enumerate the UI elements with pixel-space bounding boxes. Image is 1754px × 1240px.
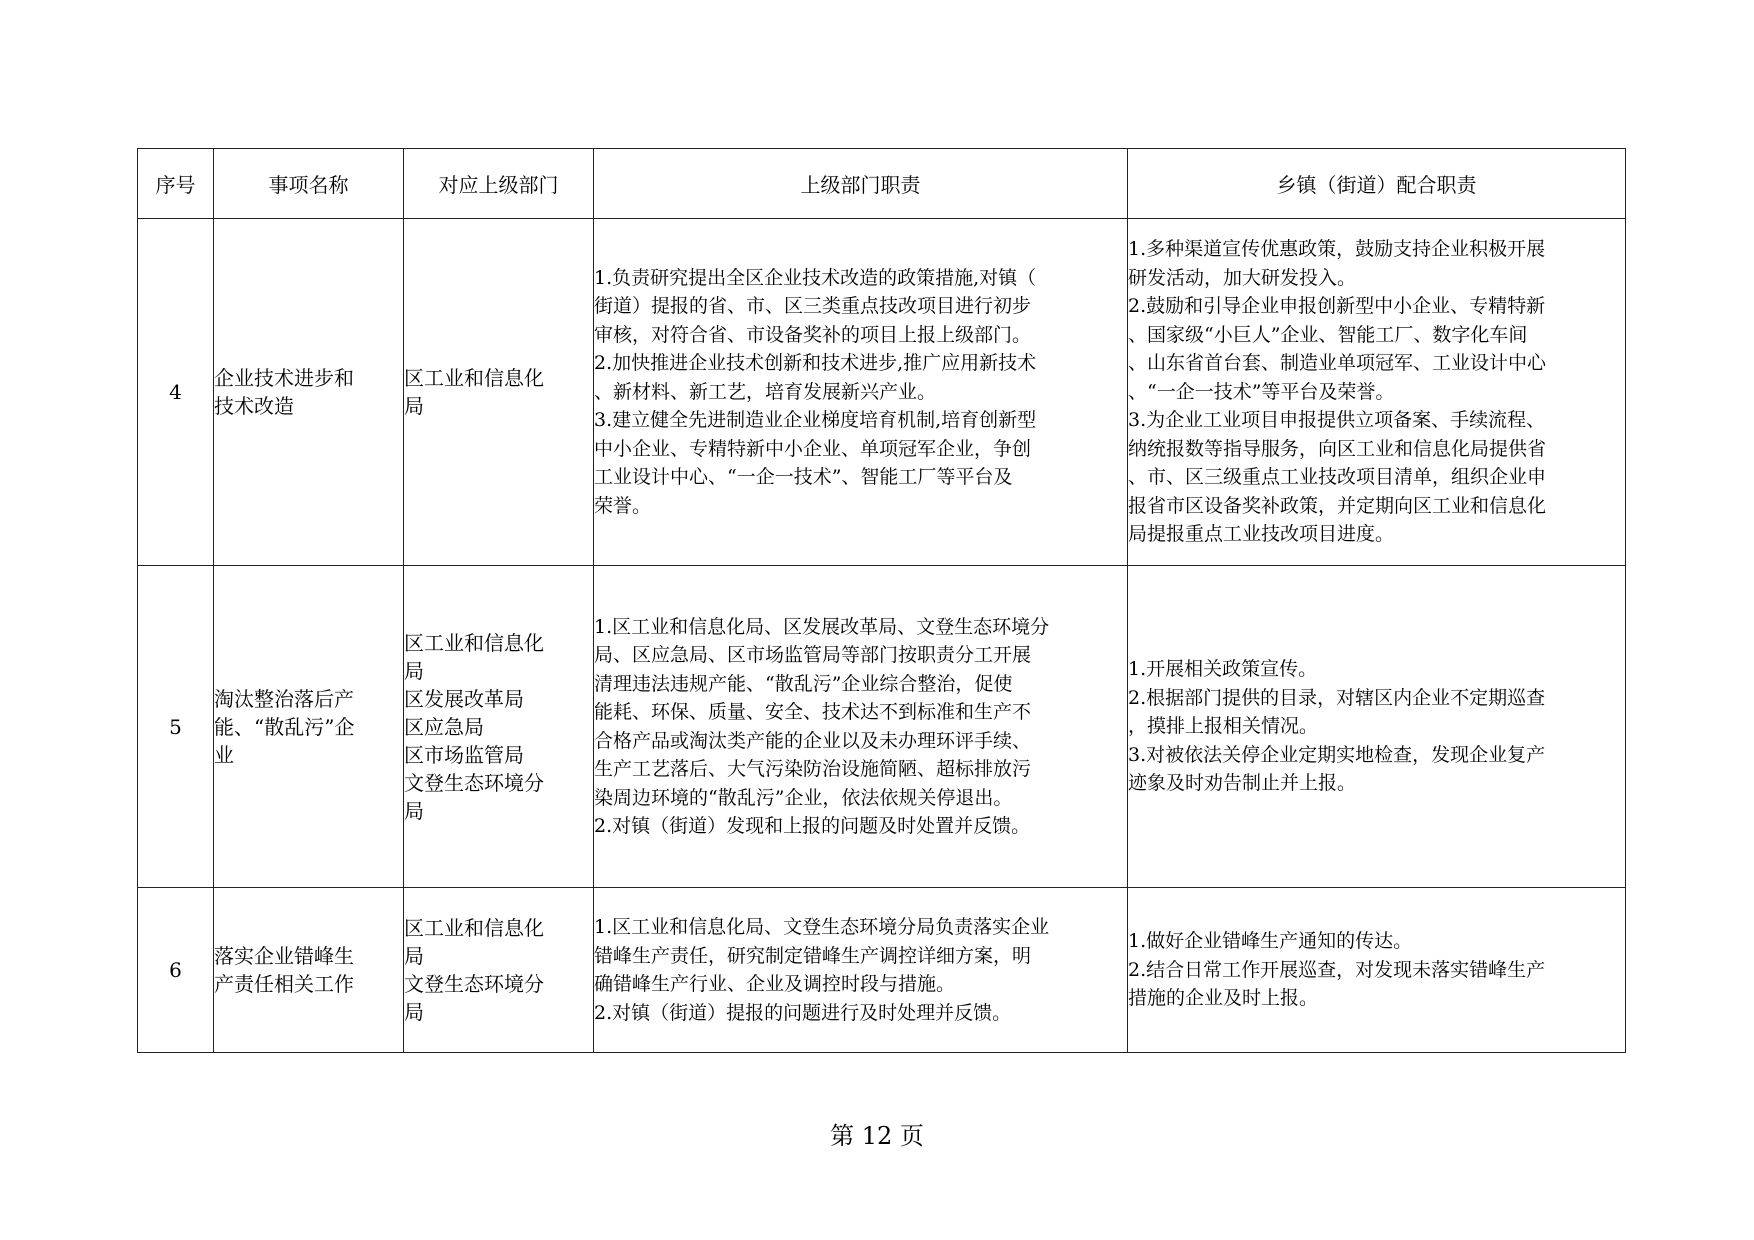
page-number: 第 12 页	[830, 1122, 924, 1150]
cooperation-line: 1.多种渠道宣传优惠政策，鼓励支持企业积极开展	[1128, 238, 1546, 261]
superior-dept-line: 局	[404, 658, 424, 683]
item-name-line: 淘汰整治落后产	[214, 686, 354, 711]
duty-line: 局、区应急局、区市场监管局等部门按职责分工开展	[594, 644, 1032, 666]
responsibility-table	[137, 148, 1626, 1053]
duty-line: 审核，对符合省、市设备奖补的项目上报上级部门。	[594, 323, 1032, 346]
cooperation-line: 研发活动，加大研发投入。	[1128, 266, 1357, 289]
superior-dept-line: 区工业和信息化	[404, 366, 544, 390]
duty-line: 染周边环境的“散乱污”企业，依法依规关停退出。	[594, 786, 1013, 809]
town-cooperation-cell	[1128, 219, 1626, 566]
superior-dept-line: 文登生态环境分	[404, 770, 544, 795]
duty-line: 2.加快推进企业技术创新和技术进步,推广应用新技术	[594, 352, 1037, 375]
item-name-line: 业	[214, 742, 234, 767]
item-name-line: 企业技术进步和	[214, 366, 354, 390]
duty-line: 确错峰生产行业、企业及调控时段与措施。	[594, 973, 956, 995]
duty-line: 3.建立健全先进制造业企业梯度培育机制,培育创新型	[594, 409, 1037, 432]
duty-line: 街道）提报的省、市、区三类重点技改项目进行初步	[594, 295, 1032, 318]
item-name-cell	[214, 888, 404, 1053]
superior-dept-cell	[404, 888, 594, 1053]
duty-line: 、新材料、新工艺，培育发展新兴产业。	[594, 380, 937, 403]
duty-line: 合格产品或淘汰类产能的企业以及未办理环评手续、	[594, 729, 1032, 752]
header-index: 序号	[138, 149, 214, 219]
header-item-name: 事项名称	[214, 149, 404, 219]
duty-line: 荣誉。	[594, 494, 652, 517]
cooperation-line: 3.为企业工业项目申报提供立项备案、手续流程、	[1128, 409, 1546, 432]
duty-line: 1.区工业和信息化局、区发展改革局、文登生态环境分	[594, 615, 1050, 638]
superior-dept-line: 局	[404, 944, 424, 968]
row-index: 4	[138, 219, 214, 566]
table-row	[138, 888, 1626, 1053]
superior-dept-cell	[404, 566, 594, 888]
superior-duties-cell	[594, 888, 1128, 1053]
cooperation-line: 、山东省首台套、制造业单项冠军、工业设计中心	[1128, 352, 1547, 375]
cooperation-line: 2.鼓励和引导企业申报创新型中小企业、专精特新	[1128, 295, 1546, 318]
duty-line: 错峰生产责任，研究制定错峰生产调控详细方案，明	[594, 944, 1032, 967]
table-row	[138, 219, 1626, 566]
item-name-line: 能、“散乱污”企	[214, 714, 355, 739]
duty-line: 能耗、环保、质量、安全、技术达不到标准和生产不	[594, 701, 1032, 723]
superior-dept-line: 局	[404, 798, 424, 823]
superior-dept-line: 局	[404, 1000, 424, 1024]
cooperation-line: 1.开展相关政策宣传。	[1128, 658, 1318, 681]
item-name-cell	[214, 219, 404, 566]
superior-dept-line: 区工业和信息化	[404, 630, 544, 655]
cooperation-line: 局提报重点工业技改项目进度。	[1128, 523, 1395, 546]
duty-line: 生产工艺落后、大气污染防治设施简陋、超标排放污	[594, 758, 1032, 780]
cooperation-line: 、“一企一技术”等平台及荣誉。	[1128, 380, 1395, 403]
cooperation-line: 措施的企业及时上报。	[1128, 987, 1319, 1010]
superior-dept-cell	[404, 219, 594, 566]
cooperation-line: 2.结合日常工作开展巡查，对发现未落实错峰生产	[1128, 958, 1546, 981]
town-cooperation-cell	[1128, 566, 1626, 888]
superior-dept-line: 局	[404, 394, 424, 418]
duty-line: 2.对镇（街道）提报的问题进行及时处理并反馈。	[594, 1001, 1012, 1024]
cooperation-line: 、市、区三级重点工业技改项目清单，组织企业申	[1128, 466, 1547, 489]
header-superior-dept: 对应上级部门	[404, 149, 594, 219]
duty-line: 工业设计中心、“一企一技术”、智能工厂等平台及	[594, 466, 1013, 489]
duty-line: 1.负责研究提出全区企业技术改造的政策措施,对镇（	[594, 266, 1037, 289]
cooperation-line: 2.根据部门提供的目录，对辖区内企业不定期巡查	[1128, 686, 1546, 709]
item-name-cell	[214, 566, 404, 888]
item-name-line: 产责任相关工作	[214, 972, 354, 996]
superior-dept-line: 区工业和信息化	[404, 916, 544, 940]
cooperation-line: 1.做好企业错峰生产通知的传达。	[1128, 930, 1413, 953]
cooperation-line: 、国家级“小巨人”企业、智能工厂、数字化车间	[1128, 323, 1528, 346]
cooperation-line: ，摸排上报相关情况。	[1128, 715, 1319, 738]
town-cooperation-cell	[1128, 888, 1626, 1053]
table-row	[138, 566, 1626, 888]
cooperation-line: 报省市区设备奖补政策，并定期向区工业和信息化	[1128, 494, 1547, 517]
row-index: 6	[138, 888, 214, 1053]
superior-dept-line: 文登生态环境分	[404, 972, 544, 996]
table-header-row	[138, 149, 1626, 219]
cooperation-line: 纳统报数等指导服务，向区工业和信息化局提供省	[1128, 437, 1547, 460]
superior-duties-cell	[594, 566, 1128, 888]
duty-line: 1.区工业和信息化局、文登生态环境分局负责落实企业	[594, 916, 1050, 938]
row-index: 5	[138, 566, 214, 888]
item-name-line: 技术改造	[214, 394, 294, 418]
cooperation-line: 3.对被依法关停企业定期实地检查，发现企业复产	[1128, 743, 1546, 766]
superior-dept-line: 区市场监管局	[404, 742, 524, 767]
duty-line: 清理违法违规产能、“散乱污”企业综合整治，促使	[594, 672, 1013, 695]
superior-dept-line: 区应急局	[404, 714, 484, 739]
header-superior-duties: 上级部门职责	[594, 149, 1128, 219]
header-town-cooperation: 乡镇（街道）配合职责	[1128, 149, 1626, 219]
duty-line: 2.对镇（街道）发现和上报的问题及时处置并反馈。	[594, 815, 1031, 837]
superior-dept-line: 区发展改革局	[404, 686, 524, 711]
cooperation-line: 迹象及时劝告制止并上报。	[1128, 772, 1357, 795]
duty-line: 中小企业、专精特新中小企业、单项冠军企业，争创	[594, 437, 1032, 460]
superior-duties-cell	[594, 219, 1128, 566]
item-name-line: 落实企业错峰生	[214, 944, 354, 968]
